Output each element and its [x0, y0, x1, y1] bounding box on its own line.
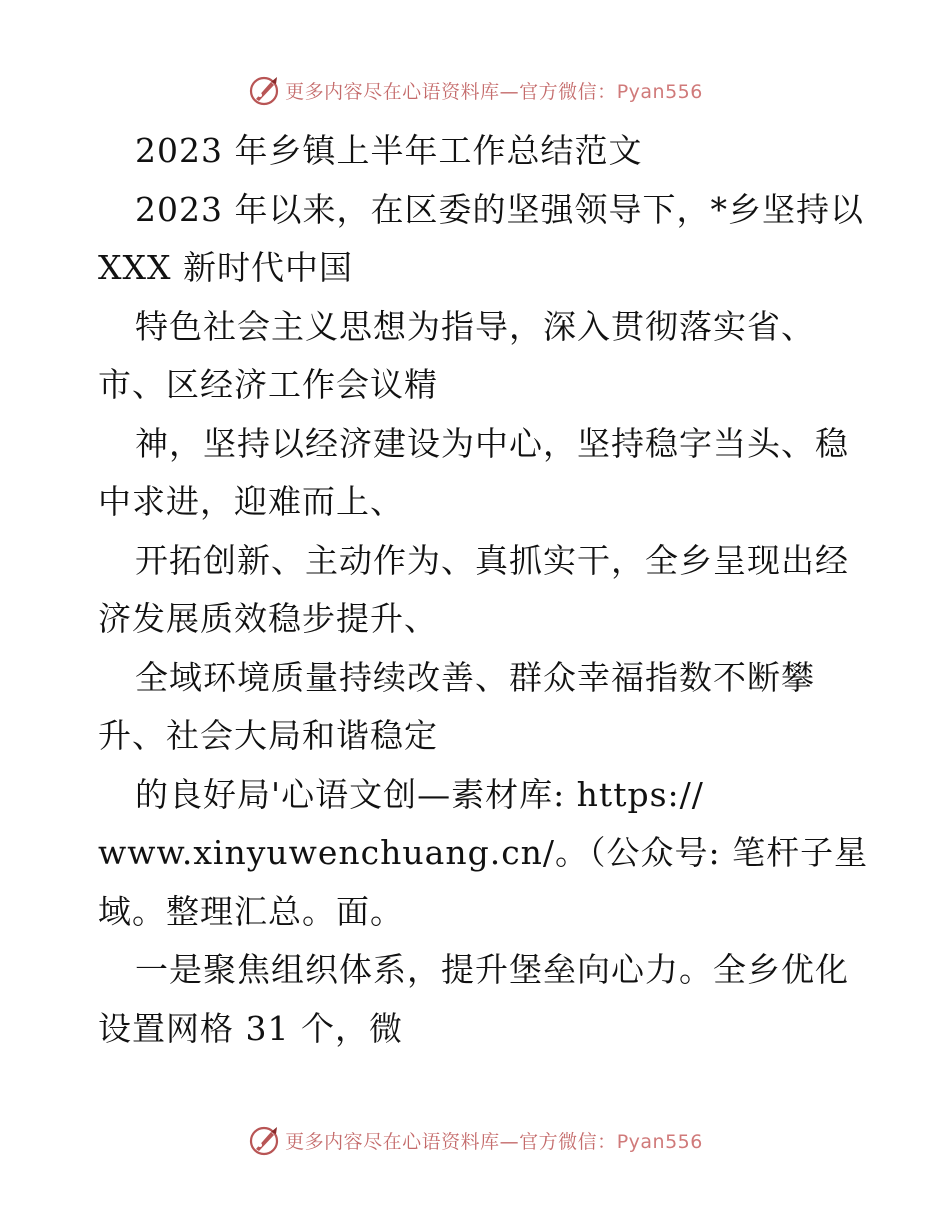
document-title: 2023 年乡镇上半年工作总结范文 — [135, 131, 643, 170]
paragraph-line: 升、社会大局和谐稳定 — [98, 716, 438, 755]
paragraph-line: 济发展质效稳步提升、 — [98, 599, 438, 638]
watermark-separator: — — [499, 1130, 520, 1153]
paragraph-line: 市、区经济工作会议精 — [98, 365, 438, 404]
paragraph-line: 特色社会主义思想为指导，深入贯彻落实省、 — [135, 306, 815, 346]
paragraph-line: 中求进，迎难而上、 — [98, 482, 404, 521]
paragraph-line: 2023 年以来，在区委的坚强领导下，*乡坚持以 — [135, 189, 864, 229]
paragraph-line: 域。整理汇总。面。 — [98, 891, 404, 931]
paragraph-line: 开拓创新、主动作为、真抓实干，全乡呈现出经 — [135, 540, 849, 580]
footer-watermark — [0, 1120, 950, 1160]
watermark-label: 官方微信： — [519, 80, 617, 103]
quill-pen-circle-icon — [247, 1123, 281, 1157]
watermark-label: 官方微信： — [519, 1130, 617, 1153]
watermark-text — [285, 1127, 703, 1154]
watermark-wechat-id: Pyan556 — [616, 80, 703, 103]
quill-pen-circle-icon — [247, 73, 281, 107]
paragraph-line: 设置网格 31 个，微 — [98, 1008, 403, 1048]
paragraph-line: 全域环境质量持续改善、群众幸福指数不断攀 — [135, 657, 815, 697]
paragraph-line: www.xinyuwenchuang.cn/。（公众号: 笔杆子星 — [98, 833, 869, 872]
paragraph-line: 一是聚焦组织体系，提升堡垒向心力。全乡优化 — [135, 950, 849, 989]
watermark-brand: 更多内容尽在心语资料库 — [285, 1130, 500, 1153]
watermark-brand: 更多内容尽在心语资料库 — [285, 80, 500, 103]
paragraph-line: 的良好局'心语文创—素材库: https:// — [135, 774, 704, 814]
watermark-text — [285, 77, 703, 104]
watermark-wechat-id: Pyan556 — [616, 1130, 703, 1153]
document-body — [98, 122, 869, 1058]
paragraph-line: 神，坚持以经济建设为中心，坚持稳字当头、稳 — [135, 423, 849, 463]
header-watermark — [0, 70, 950, 110]
paragraph-line: XXX 新时代中国 — [98, 248, 353, 287]
watermark-separator: — — [499, 80, 520, 103]
